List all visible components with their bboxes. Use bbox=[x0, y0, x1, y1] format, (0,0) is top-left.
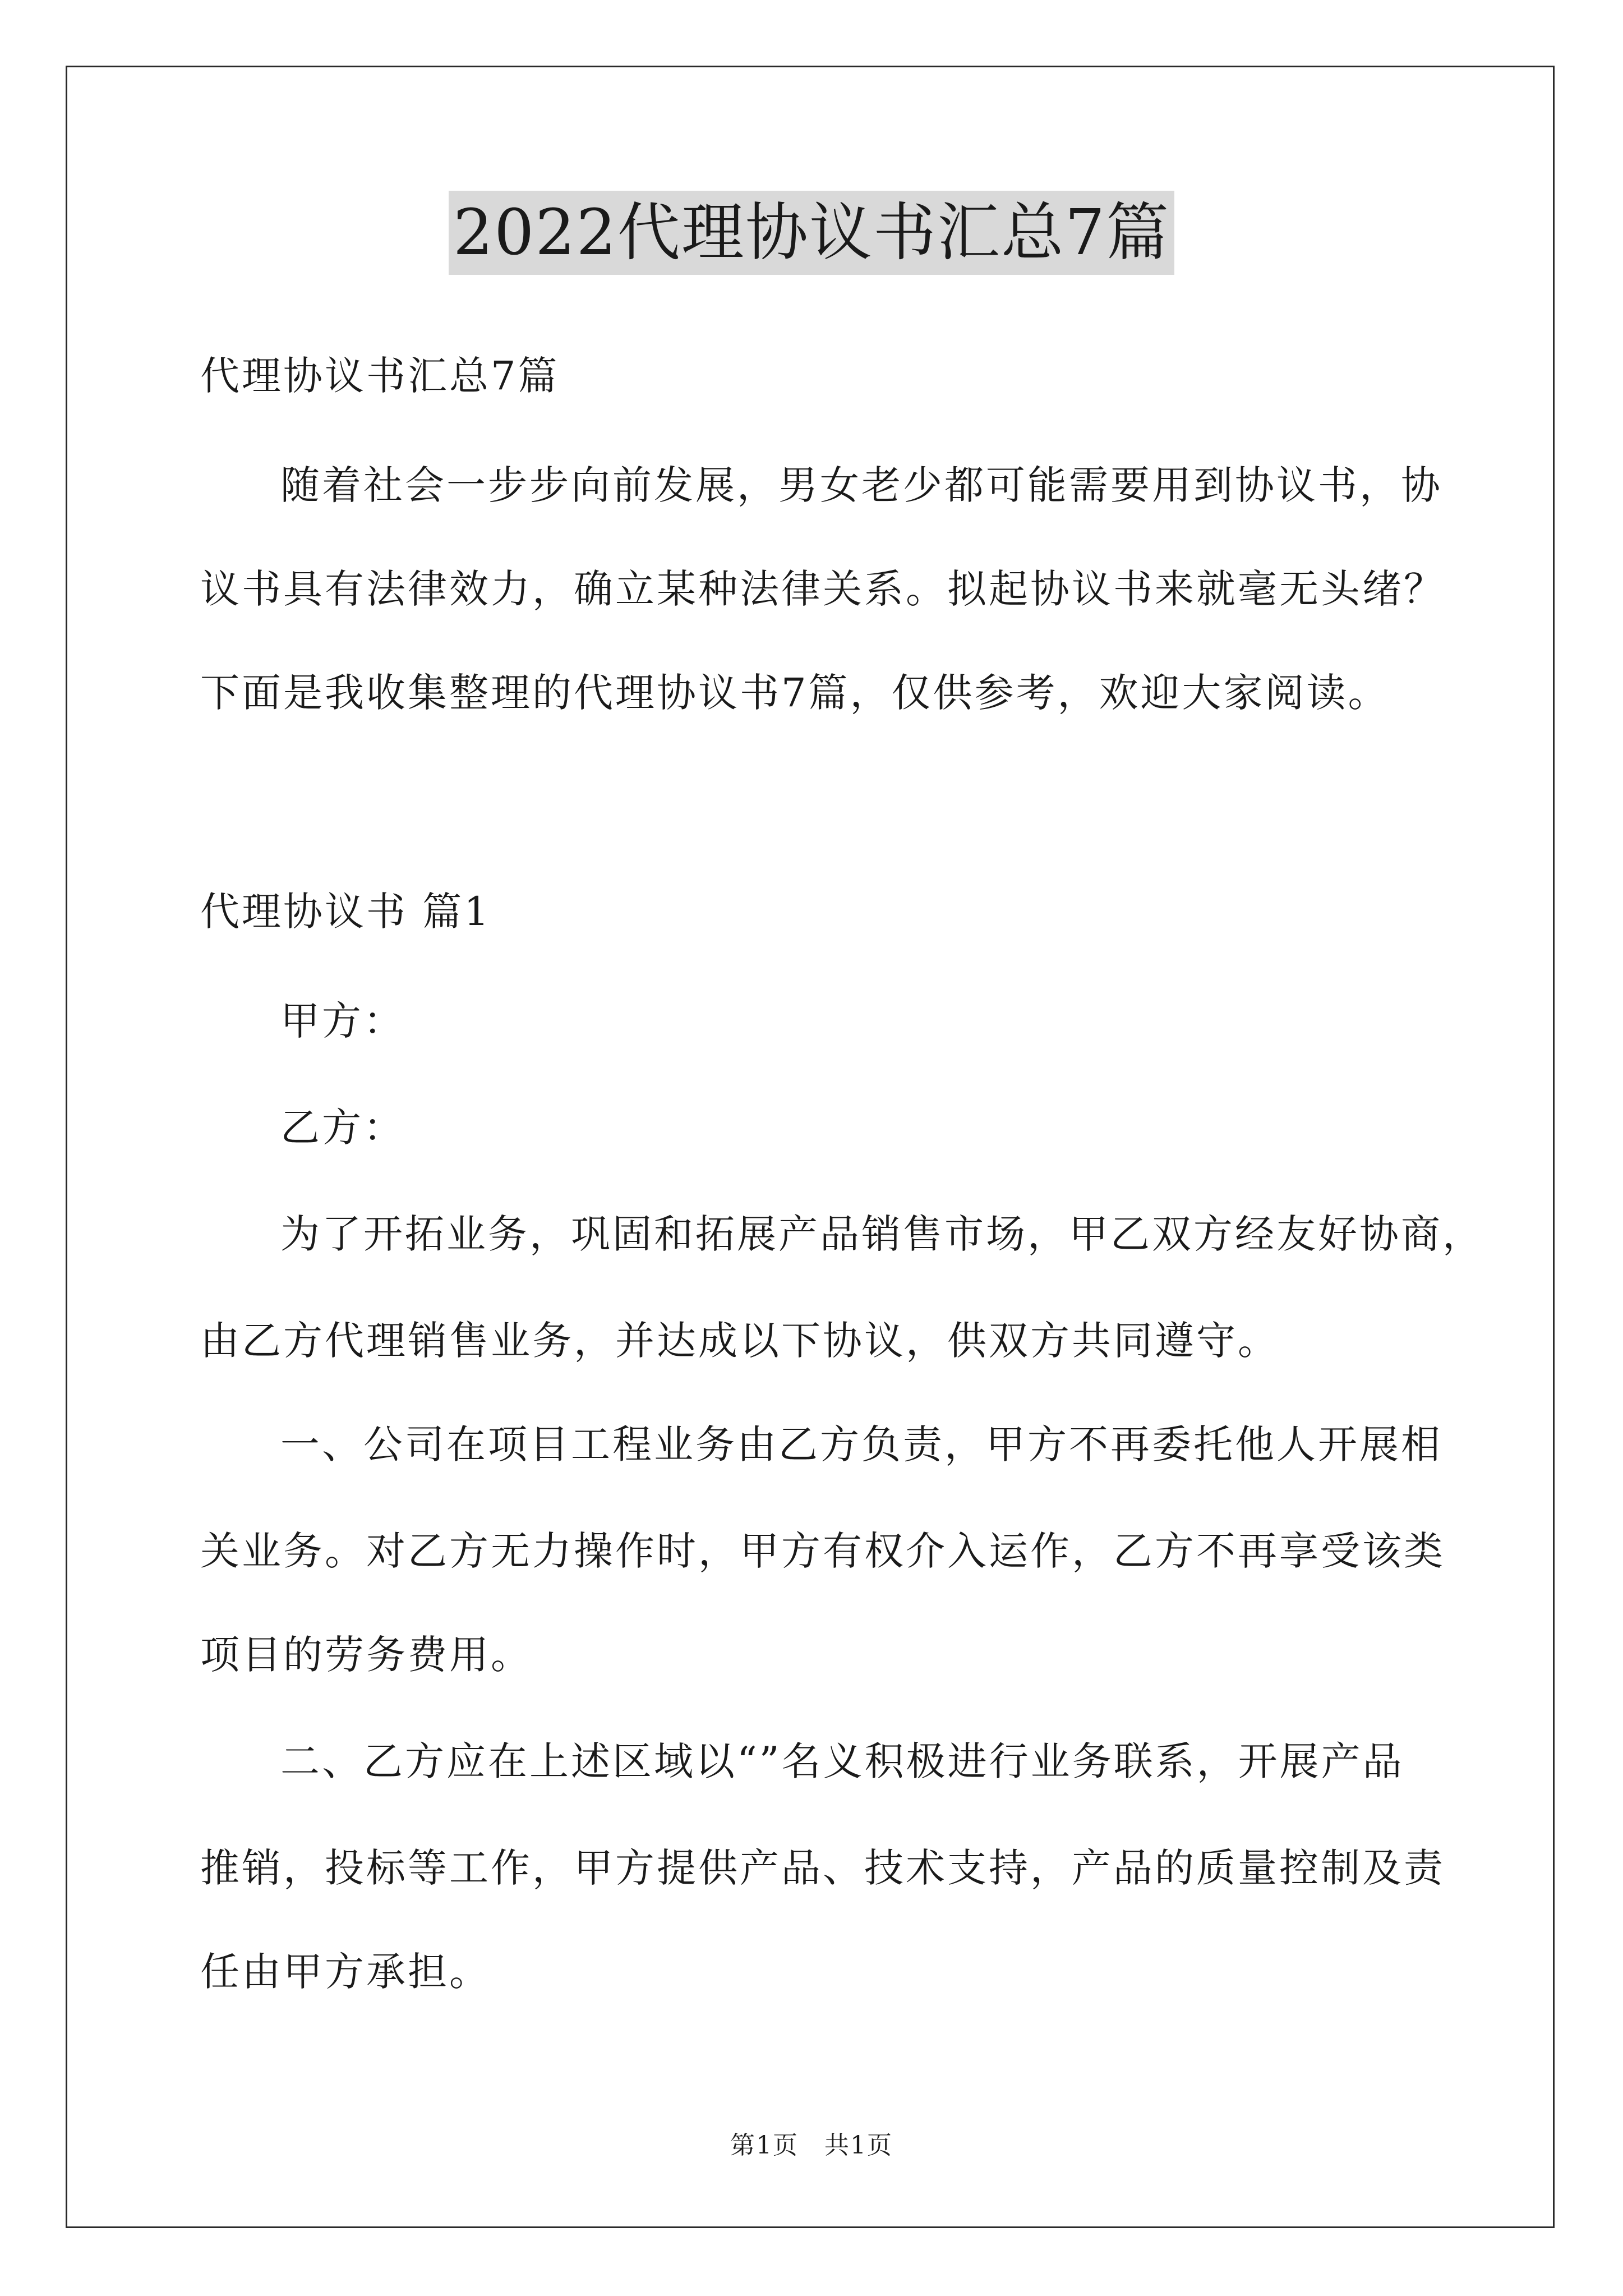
party-b-label: 乙方： bbox=[280, 1105, 405, 1151]
document-subtitle: 代理协议书汇总7篇 bbox=[200, 353, 560, 399]
purpose-line-1: 为了开拓业务，巩固和拓展产品销售市场，甲乙双方经友好协商， bbox=[280, 1211, 1484, 1257]
clause1-line-2: 关业务。对乙方无力操作时，甲方有权介入运作，乙方不再享受该类 bbox=[200, 1528, 1445, 1574]
purpose-line-2: 由乙方代理销售业务，并达成以下协议，供双方共同遵守。 bbox=[200, 1318, 1279, 1364]
section-heading: 代理协议书 篇1 bbox=[200, 889, 491, 935]
clause2-line-1: 二、乙方应在上述区域以“”名义积极进行业务联系，开展产品 bbox=[280, 1738, 1404, 1784]
clause1-line-1: 一、公司在项目工程业务由乙方负责，甲方不再委托他人开展相 bbox=[280, 1421, 1442, 1467]
intro-line-1: 随着社会一步步向前发展，男女老少都可能需要用到协议书，协 bbox=[280, 462, 1442, 508]
clause2-line-3: 任由甲方承担。 bbox=[200, 1949, 491, 1995]
page-footer: 第1页 共1页 bbox=[730, 2131, 893, 2160]
clause1-line-3: 项目的劳务费用。 bbox=[200, 1632, 532, 1678]
intro-line-3: 下面是我收集整理的代理协议书7篇，仅供参考，欢迎大家阅读。 bbox=[200, 670, 1390, 716]
document-title: 2022代理协议书汇总7篇 bbox=[449, 191, 1174, 275]
intro-line-2: 议书具有法律效力，确立某种法律关系。拟起协议书来就毫无头绪？ bbox=[200, 566, 1445, 612]
title-container bbox=[0, 191, 1623, 275]
clause2-line-2: 推销，投标等工作，甲方提供产品、技术支持，产品的质量控制及责 bbox=[200, 1845, 1445, 1891]
party-a-label: 甲方： bbox=[280, 998, 405, 1044]
